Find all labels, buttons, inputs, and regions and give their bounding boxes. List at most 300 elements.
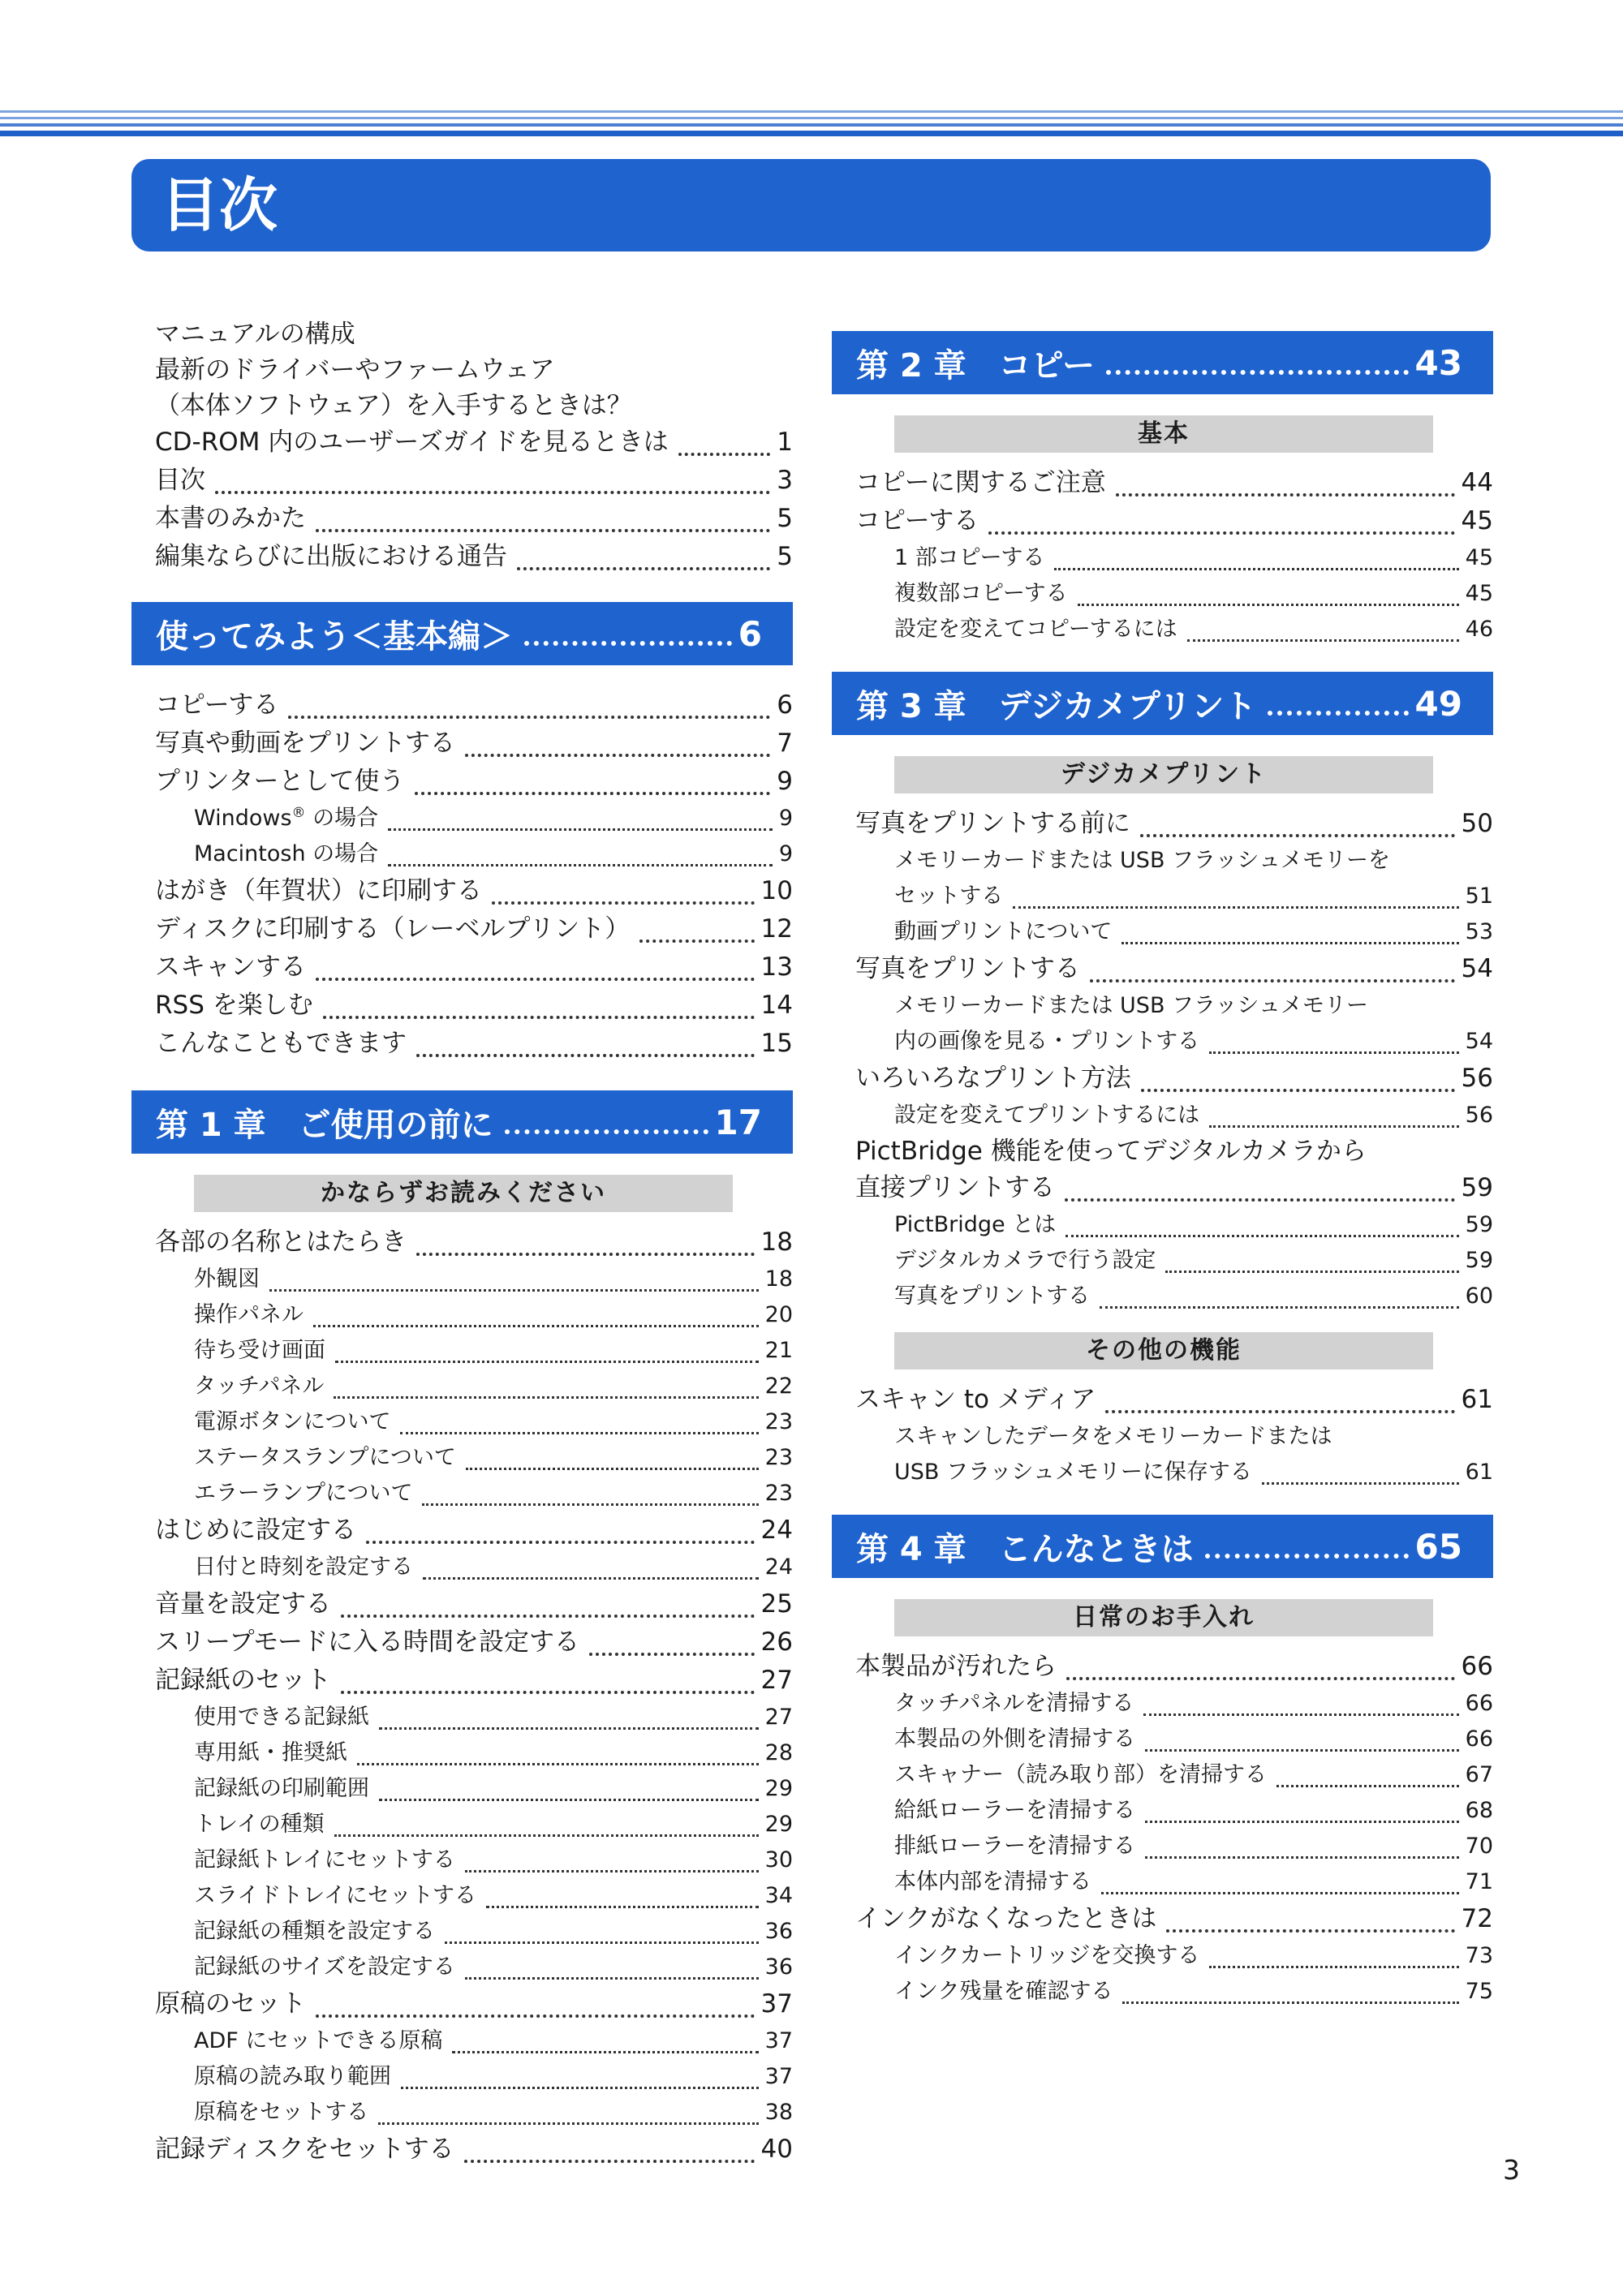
leader-dots <box>1090 979 1455 982</box>
leader-dots <box>1262 1482 1459 1485</box>
toc-intro-list <box>131 316 793 576</box>
toc-entry-text: マニュアルの構成 <box>155 320 355 349</box>
toc-subentry[interactable] <box>194 1950 793 1985</box>
toc-entry-wrap-text: メモリーカードまたは USB フラッシュメモリーを <box>894 848 1390 873</box>
toc-entry[interactable] <box>855 502 1493 540</box>
toc-entry-page: 54 <box>1461 954 1493 983</box>
toc-entry[interactable] <box>155 1985 793 2023</box>
leader-dots <box>1116 493 1455 497</box>
leader-dots <box>465 1870 759 1872</box>
toc-entry-page: 50 <box>1461 809 1493 838</box>
leader-dots <box>341 1691 755 1694</box>
toc-entry-text: 本製品の外側を清掃する <box>894 1726 1135 1752</box>
toc-entry-text: 設定を変えてコピーするには <box>894 617 1177 642</box>
toc-entry-page: 66 <box>1465 1726 1493 1752</box>
toc-entry-page: 66 <box>1465 1691 1493 1716</box>
toc-subentry[interactable] <box>894 612 1493 647</box>
toc-subentry[interactable] <box>894 1793 1493 1829</box>
leader-dots <box>416 1054 755 1057</box>
toc-subentry[interactable] <box>894 1024 1493 1060</box>
toc-entry-text: 記録ディスクをセットする <box>155 2135 454 2164</box>
toc-entry-text: 音量を設定する <box>155 1589 331 1619</box>
toc-subentry[interactable] <box>194 1914 793 1950</box>
leader-dots <box>215 491 770 494</box>
leader-dots <box>1145 1856 1459 1859</box>
page-number: 3 <box>1503 2154 1520 2186</box>
leader-dots <box>288 716 770 719</box>
toc-subentry[interactable] <box>194 1404 793 1440</box>
leader-dots <box>1141 1089 1455 1092</box>
toc-subentry[interactable] <box>194 1550 793 1585</box>
toc-subentry[interactable] <box>194 1807 793 1842</box>
toc-entry-page: 54 <box>1465 1029 1493 1054</box>
leader-dots <box>1205 1554 1409 1559</box>
leader-dots <box>486 1906 759 1908</box>
toc-subentry[interactable] <box>194 1440 793 1476</box>
toc-entry-page: 51 <box>1465 884 1493 909</box>
toc-entry-page: 59 <box>1465 1212 1493 1237</box>
toc-entry-text: 記録紙の種類を設定する <box>194 1919 435 1944</box>
leader-dots <box>415 792 771 795</box>
registered-mark: ® <box>291 805 306 821</box>
toc-subentry[interactable] <box>894 1864 1493 1900</box>
toc-subentry[interactable] <box>194 1262 793 1297</box>
toc-entry-page: 61 <box>1465 1460 1493 1485</box>
toc-entry[interactable] <box>155 686 793 724</box>
toc-entry[interactable] <box>155 2130 793 2169</box>
leader-dots <box>334 1834 759 1837</box>
toc-entry[interactable] <box>855 464 1493 502</box>
toc-subentry[interactable] <box>194 1842 793 1878</box>
toc-subentry[interactable] <box>894 1974 1493 2010</box>
toc-subentry[interactable] <box>894 1243 1493 1279</box>
leader-dots <box>1140 834 1455 837</box>
toc-entry[interactable] <box>855 1060 1493 1098</box>
toc-entry-page: 70 <box>1465 1834 1493 1859</box>
chapter-heading-1[interactable] <box>131 1090 793 1154</box>
toc-right-column <box>832 331 1493 2010</box>
toc-entry-text: USB フラッシュメモリーに保存する <box>894 1460 1252 1485</box>
leader-dots <box>1209 1051 1459 1054</box>
toc-entry-page: 18 <box>764 1266 793 1292</box>
toc-entry-text: はがき（年賀状）に印刷する <box>155 876 482 905</box>
section-label: 日常のお手入れ <box>894 1599 1433 1636</box>
toc-entry-page: 59 <box>1461 1173 1493 1202</box>
chapter-title: 使ってみよう＜基本編＞ <box>156 617 513 656</box>
toc-entry-page: 72 <box>1461 1904 1493 1933</box>
leader-dots <box>639 939 754 943</box>
toc-subentry[interactable] <box>194 801 793 836</box>
toc-entry-text: コピーに関するご注意 <box>855 468 1106 497</box>
toc-chapter3-list <box>832 805 1493 1314</box>
toc-subentry[interactable] <box>194 1735 793 1771</box>
toc-entry-page: 13 <box>760 952 793 982</box>
toc-entry-text: 記録紙トレイにセットする <box>194 1847 455 1872</box>
toc-entry-page: 12 <box>760 914 793 944</box>
leader-dots <box>464 2160 755 2163</box>
leader-dots <box>678 453 771 456</box>
toc-entry-text: スキャナー（読み取り部）を清掃する <box>894 1762 1267 1787</box>
chapter-title: 第 2 章 コピー <box>856 346 1096 385</box>
section-label: かならずお読みください <box>194 1175 733 1212</box>
toc-entry-page: 3 <box>777 466 793 495</box>
toc-entry-text: 記録紙のセット <box>155 1666 331 1695</box>
leader-dots <box>1276 1785 1459 1787</box>
toc-subentry[interactable] <box>894 1686 1493 1722</box>
toc-subentry[interactable] <box>194 2023 793 2059</box>
leader-dots <box>335 1361 759 1363</box>
toc-entry-page: 45 <box>1461 506 1493 535</box>
toc-subentry[interactable] <box>894 1455 1493 1490</box>
header-rule <box>0 110 1623 113</box>
toc-entry-page: 73 <box>1465 1943 1493 1968</box>
toc-entry-page: 67 <box>1465 1762 1493 1787</box>
toc-entry-page: 9 <box>778 806 793 831</box>
section-label: 基本 <box>894 415 1433 453</box>
toc-entry[interactable] <box>155 538 793 576</box>
toc-subentry[interactable] <box>894 1757 1493 1793</box>
toc-subentry[interactable] <box>894 1279 1493 1314</box>
chapter-page: 43 <box>1414 342 1462 383</box>
toc-entry-page: 59 <box>1465 1248 1493 1273</box>
toc-entry-page: 5 <box>777 504 793 533</box>
leader-dots <box>1078 604 1459 606</box>
toc-entry[interactable] <box>855 1900 1493 1938</box>
toc-entry-page: 61 <box>1461 1385 1493 1414</box>
chapter-heading-basic[interactable] <box>131 602 793 665</box>
leader-dots <box>505 1129 708 1134</box>
toc-subentry[interactable] <box>894 1207 1493 1243</box>
leader-dots <box>401 2087 759 2089</box>
toc-subentry[interactable] <box>894 1098 1493 1133</box>
toc-entry[interactable] <box>155 948 793 987</box>
page-title: 目次 <box>161 171 278 239</box>
toc-entry-text: 写真をプリントする <box>894 1283 1091 1309</box>
chapter-title: 第 4 章 こんなときは <box>856 1530 1194 1568</box>
leader-dots <box>1166 1929 1454 1933</box>
toc-entry-text: インクがなくなったときは <box>855 1904 1157 1933</box>
toc-entry-text: ADF にセットできる原稿 <box>194 2028 443 2053</box>
toc-entry-text: はじめに設定する <box>155 1516 356 1545</box>
toc-subentry[interactable] <box>894 1722 1493 1757</box>
toc-subentry[interactable] <box>194 836 793 872</box>
toc-entry-text: 編集ならびに出版における通告 <box>155 542 507 571</box>
toc-entry-text: インク残量を確認する <box>894 1979 1113 2004</box>
toc-entry-text: 写真をプリントする前に <box>855 809 1130 838</box>
leader-dots <box>388 864 773 866</box>
toc-entry-page: 20 <box>764 1302 793 1327</box>
leader-dots <box>445 1941 759 1944</box>
toc-entry-text: 直接プリントする <box>855 1173 1055 1202</box>
toc-entry-text: デジタルカメラで行う設定 <box>894 1248 1156 1273</box>
toc-entry-page: 27 <box>764 1705 793 1730</box>
toc-entry[interactable] <box>855 1169 1493 1207</box>
toc-entry-text: 電源ボタンについて <box>194 1409 391 1434</box>
toc-entry-text: 待ち受け画面 <box>194 1338 325 1363</box>
leader-dots <box>334 1396 758 1399</box>
leader-dots <box>1066 1677 1455 1680</box>
leader-dots <box>388 828 773 831</box>
section-label: その他の機能 <box>894 1332 1433 1369</box>
leader-dots <box>1121 942 1458 944</box>
toc-entry[interactable] <box>155 987 793 1025</box>
toc-entry[interactable] <box>155 724 793 763</box>
toc-subentry[interactable] <box>194 1369 793 1404</box>
toc-entry-text: 原稿をセットする <box>194 2100 369 2125</box>
toc-entry-text: 目次 <box>155 466 205 495</box>
toc-entry-page: 10 <box>760 876 793 905</box>
toc-entry-wrap-text: スキャンしたデータをメモリーカードまたは <box>894 1424 1332 1449</box>
leader-dots <box>465 1977 759 1980</box>
toc-entry-text: 本製品が汚れたら <box>855 1652 1057 1681</box>
toc-entry-text: 写真や動画をプリントする <box>155 729 455 758</box>
chapter-title: 第 3 章 デジカメプリント <box>856 687 1257 725</box>
toc-entry-page: 6 <box>777 690 793 720</box>
toc-subentry[interactable] <box>894 576 1493 612</box>
toc-entry[interactable] <box>155 763 793 801</box>
toc-subentry[interactable] <box>194 1333 793 1369</box>
toc-entry-page: 26 <box>760 1627 793 1657</box>
page-title-bar <box>131 159 1491 252</box>
toc-entry[interactable] <box>855 1648 1493 1686</box>
toc-entry-text: タッチパネルを清掃する <box>894 1691 1134 1716</box>
toc-entry-page: 24 <box>760 1516 793 1545</box>
toc-entry-page: 46 <box>1465 617 1493 642</box>
toc-entry-page: 37 <box>764 2064 793 2089</box>
toc-entry-wrap-text: メモリーカードまたは USB フラッシュメモリー <box>894 993 1368 1018</box>
leader-dots <box>316 2014 755 2018</box>
leader-dots <box>1165 1271 1458 1273</box>
toc-entry-text: インクカートリッジを交換する <box>894 1943 1200 1968</box>
toc-entry[interactable] <box>855 805 1493 843</box>
toc-entry-text: 各部の名称とはたらき <box>155 1228 407 1257</box>
toc-entry-text: トレイの種類 <box>194 1812 325 1837</box>
toc-entry[interactable] <box>155 1025 793 1063</box>
toc-entry-text: 排紙ローラーを清掃する <box>894 1834 1135 1859</box>
toc-basic-list <box>131 686 793 1063</box>
toc-entry-text: ステータスランプについて <box>194 1445 456 1470</box>
toc-entry-page: 53 <box>1465 919 1493 944</box>
toc-entry-text: タッチパネル <box>194 1374 325 1399</box>
toc-entry-text: 原稿の読み取り範囲 <box>194 2064 391 2089</box>
toc-chapter2-list <box>832 464 1493 647</box>
leader-dots <box>357 1763 759 1765</box>
leader-dots <box>1106 370 1408 375</box>
leader-dots <box>1101 1892 1459 1894</box>
toc-entry-page: 38 <box>764 2100 793 2125</box>
toc-entry-text: プリンターとして使う <box>155 767 405 796</box>
chapter-heading-2[interactable] <box>832 331 1493 394</box>
leader-dots <box>1268 711 1408 716</box>
toc-entry-text: いろいろなプリント方法 <box>855 1064 1131 1093</box>
toc-entry-text: （本体ソフトウェア）を入手するときは？ <box>155 391 632 420</box>
toc-subentry[interactable] <box>894 879 1493 914</box>
toc-entry-text: 使用できる記録紙 <box>194 1705 369 1730</box>
toc-entry-text-suffix: の場合 <box>305 806 379 831</box>
toc-entry-page: 34 <box>764 1883 793 1908</box>
leader-dots <box>1187 639 1459 642</box>
toc-entry-text: 外観図 <box>194 1266 260 1292</box>
toc-entry-text: コピーする <box>155 690 279 720</box>
leader-dots <box>988 531 1454 535</box>
toc-subentry[interactable] <box>194 1297 793 1333</box>
toc-subentry[interactable] <box>194 2095 793 2130</box>
toc-entry[interactable] <box>155 1662 793 1700</box>
toc-entry-text: ディスクに印刷する（レーベルプリント） <box>155 914 631 944</box>
toc-entry-page: 23 <box>764 1445 793 1470</box>
toc-entry-page: 71 <box>1465 1869 1493 1894</box>
header-rule <box>0 123 1623 127</box>
toc-entry-page: 60 <box>1465 1283 1493 1309</box>
toc-subentry[interactable] <box>194 1700 793 1735</box>
leader-dots <box>1013 906 1458 909</box>
toc-entry-page: 21 <box>764 1338 793 1363</box>
leader-dots <box>313 1325 759 1327</box>
toc-entry-text: スリープモードに入る時間を設定する <box>155 1627 579 1657</box>
leader-dots <box>378 2122 758 2125</box>
toc-left-column <box>131 316 793 2169</box>
toc-entry-text: RSS を楽しむ <box>155 991 313 1020</box>
header-rule <box>0 117 1623 119</box>
toc-entry[interactable] <box>855 1381 1493 1419</box>
leader-dots <box>1143 1713 1458 1716</box>
toc-subentry[interactable] <box>894 1938 1493 1974</box>
leader-dots <box>1209 1966 1458 1968</box>
toc-entry-text: CD-ROM 内のユーザーズガイドを見るときは <box>155 428 669 457</box>
toc-entry-page: 45 <box>1465 581 1493 606</box>
leader-dots <box>416 1253 755 1256</box>
toc-entry-page: 23 <box>764 1409 793 1434</box>
toc-entry[interactable] <box>855 950 1493 988</box>
leader-dots <box>589 1653 755 1656</box>
toc-entry-text: 動画プリントについて <box>894 919 1113 944</box>
toc-entry[interactable] <box>155 1223 793 1262</box>
chapter-heading-3[interactable] <box>832 672 1493 735</box>
toc-entry[interactable] <box>155 424 793 462</box>
leader-dots <box>1209 1125 1459 1128</box>
leader-dots <box>1100 1306 1459 1309</box>
toc-entry-page: 37 <box>760 1989 793 2019</box>
toc-entry-text: 写真をプリントする <box>855 954 1080 983</box>
chapter-page: 6 <box>738 613 762 654</box>
toc-entry-page: 68 <box>1465 1798 1493 1823</box>
toc-entry-text: 1 部コピーする <box>894 545 1045 570</box>
toc-entry-text: セットする <box>894 884 1004 909</box>
toc-entry[interactable] <box>155 500 793 538</box>
header-rules <box>0 110 1623 140</box>
toc-entry-page: 37 <box>764 2028 793 2053</box>
toc-entry[interactable] <box>155 1511 793 1550</box>
toc-subentry[interactable] <box>894 540 1493 576</box>
toc-entry[interactable] <box>155 462 793 500</box>
toc-entry-text: スキャンする <box>155 952 306 982</box>
toc-entry-text: 本体内部を清掃する <box>894 1869 1091 1894</box>
leader-dots <box>1122 2001 1458 2004</box>
toc-entry[interactable] <box>155 1585 793 1623</box>
toc-subentry[interactable] <box>194 2059 793 2095</box>
toc-entry-page: 44 <box>1461 468 1493 497</box>
toc-entry-page: 66 <box>1461 1652 1493 1681</box>
toc-entry-page: 18 <box>760 1228 793 1257</box>
toc-entry[interactable] <box>155 910 793 948</box>
leader-dots <box>400 1432 758 1434</box>
toc-entry-page: 27 <box>760 1666 793 1695</box>
leader-dots <box>1065 1198 1455 1202</box>
toc-entry-text: 記録紙のサイズを設定する <box>194 1954 455 1980</box>
toc-entry-text: Windows® の場合 <box>194 805 379 831</box>
leader-dots <box>466 1468 759 1470</box>
leader-dots <box>323 1016 755 1019</box>
toc-entry-wrap-text: PictBridge 機能を使ってデジタルカメラから <box>855 1137 1367 1166</box>
toc-entry-text: 操作パネル <box>194 1302 304 1327</box>
toc-chapter3-list-other <box>832 1381 1493 1490</box>
toc-subentry[interactable] <box>194 1878 793 1914</box>
leader-dots <box>1054 568 1458 570</box>
toc-entry-page: 14 <box>760 991 793 1020</box>
leader-dots <box>1105 1410 1454 1413</box>
leader-dots <box>492 901 755 905</box>
leader-dots <box>366 1541 755 1544</box>
toc-entry-text: 記録紙の印刷範囲 <box>194 1776 369 1801</box>
toc-entry[interactable] <box>155 1623 793 1662</box>
chapter-heading-4[interactable] <box>832 1515 1493 1578</box>
leader-dots <box>524 641 732 646</box>
chapter-title: 第 1 章 ご使用の前に <box>156 1106 493 1144</box>
leader-dots <box>465 754 770 757</box>
toc-entry-page: 75 <box>1465 1979 1493 2004</box>
section-label: デジカメプリント <box>894 756 1433 793</box>
chapter-page: 49 <box>1414 683 1462 724</box>
toc-entry-text: PictBridge とは <box>894 1212 1057 1237</box>
toc-subentry[interactable] <box>194 1771 793 1807</box>
toc-entry-text: 給紙ローラーを清掃する <box>894 1798 1135 1823</box>
leader-dots <box>269 1289 759 1292</box>
toc-entry-text: スキャン to メディア <box>855 1385 1096 1414</box>
toc-entry-page: 56 <box>1461 1064 1493 1093</box>
toc-entry-page: 30 <box>764 1847 793 1872</box>
toc-entry-text: 原稿のセット <box>155 1989 306 2019</box>
toc-entry-text: 最新のドライバーやファームウェア <box>155 355 555 385</box>
toc-entry-page: 25 <box>760 1589 793 1619</box>
toc-entry-page: 36 <box>764 1954 793 1980</box>
toc-subentry[interactable] <box>894 1829 1493 1864</box>
leader-dots <box>379 1799 759 1801</box>
leader-dots <box>423 1577 759 1580</box>
toc-entry-page: 22 <box>764 1374 793 1399</box>
toc-entry-page: 29 <box>764 1812 793 1837</box>
toc-entry-page: 28 <box>764 1740 793 1765</box>
toc-entry-page: 9 <box>778 841 793 866</box>
toc-entry-text: 設定を変えてプリントするには <box>894 1103 1200 1128</box>
toc-entry-page: 15 <box>760 1029 793 1058</box>
leader-dots <box>379 1727 759 1730</box>
toc-entry[interactable] <box>155 872 793 910</box>
toc-entry-page: 23 <box>764 1481 793 1506</box>
toc-entry-text: 本書のみかた <box>155 504 306 533</box>
leader-dots <box>452 2051 758 2053</box>
leader-dots <box>1065 1235 1458 1237</box>
toc-entry-text: Macintosh の場合 <box>194 841 379 866</box>
toc-entry-page: 45 <box>1465 545 1493 570</box>
toc-entry-text: コピーする <box>855 506 979 535</box>
toc-entry-text: エラーランプについて <box>194 1481 413 1506</box>
leader-dots <box>1145 1749 1459 1752</box>
toc-entry-text: スライドトレイにセットする <box>194 1883 477 1908</box>
toc-subentry[interactable] <box>894 914 1493 950</box>
chapter-page: 65 <box>1414 1526 1462 1567</box>
toc-subentry[interactable] <box>194 1476 793 1511</box>
leader-dots <box>1145 1821 1459 1823</box>
